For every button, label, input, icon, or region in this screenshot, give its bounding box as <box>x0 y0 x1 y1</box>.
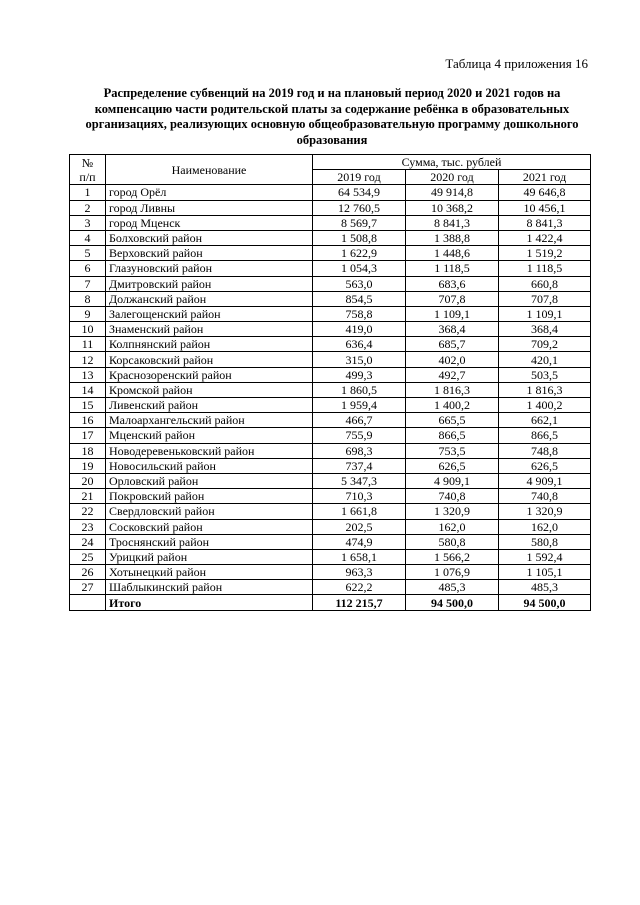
row-value-2021: 1 109,1 <box>499 306 591 321</box>
table-row <box>70 580 591 595</box>
table-body <box>70 185 591 610</box>
row-number: 7 <box>70 276 106 291</box>
table-row <box>70 276 591 291</box>
row-value-2021: 485,3 <box>499 580 591 595</box>
table-row <box>70 534 591 549</box>
row-value-2020: 162,0 <box>406 519 499 534</box>
table-row <box>70 246 591 261</box>
row-value-2021: 1 400,2 <box>499 398 591 413</box>
row-value-2020: 626,5 <box>406 458 499 473</box>
row-value-2020: 492,7 <box>406 367 499 382</box>
row-value-2021: 866,5 <box>499 428 591 443</box>
table-row <box>70 230 591 245</box>
row-value-2020: 1 320,9 <box>406 504 499 519</box>
row-value-2021: 748,8 <box>499 443 591 458</box>
row-value-2020: 485,3 <box>406 580 499 595</box>
row-name: Болховский район <box>106 230 313 245</box>
row-value-2019: 5 347,3 <box>313 473 406 488</box>
col-num-line1: № <box>81 155 94 170</box>
row-value-2021: 10 456,1 <box>499 200 591 215</box>
row-value-2019: 419,0 <box>313 322 406 337</box>
subsidy-table <box>69 154 591 611</box>
table-row <box>70 306 591 321</box>
row-number: 16 <box>70 413 106 428</box>
row-value-2019: 758,8 <box>313 306 406 321</box>
table-row <box>70 428 591 443</box>
row-value-2020: 1 400,2 <box>406 398 499 413</box>
row-value-2020: 1 388,8 <box>406 230 499 245</box>
row-value-2019: 1 959,4 <box>313 398 406 413</box>
row-number: 6 <box>70 261 106 276</box>
row-value-2019: 1 658,1 <box>313 549 406 564</box>
row-number: 4 <box>70 230 106 245</box>
row-value-2021: 1 320,9 <box>499 504 591 519</box>
col-sum-header: Сумма, тыс. рублей <box>313 155 591 170</box>
row-name: Колпнянский район <box>106 337 313 352</box>
row-name: Корсаковский район <box>106 352 313 367</box>
row-name: Сосковский район <box>106 519 313 534</box>
row-value-2019: 1 508,8 <box>313 230 406 245</box>
table-row <box>70 215 591 230</box>
row-number: 18 <box>70 443 106 458</box>
row-number: 1 <box>70 185 106 200</box>
row-value-2019: 710,3 <box>313 489 406 504</box>
row-name: Залегощенский район <box>106 306 313 321</box>
row-value-2020: 4 909,1 <box>406 473 499 488</box>
row-number: 26 <box>70 565 106 580</box>
table-row <box>70 367 591 382</box>
table-row <box>70 352 591 367</box>
row-value-2020: 10 368,2 <box>406 200 499 215</box>
row-value-2020: 683,6 <box>406 276 499 291</box>
row-value-2019: 202,5 <box>313 519 406 534</box>
table-row <box>70 458 591 473</box>
row-value-2019: 1 622,9 <box>313 246 406 261</box>
row-value-2021: 662,1 <box>499 413 591 428</box>
row-value-2021: 8 841,3 <box>499 215 591 230</box>
row-value-2021: 162,0 <box>499 519 591 534</box>
row-value-2021: 1 816,3 <box>499 382 591 397</box>
table-row <box>70 473 591 488</box>
row-name: Краснозоренский район <box>106 367 313 382</box>
row-value-2020: 1 109,1 <box>406 306 499 321</box>
row-name: Новодеревеньковский район <box>106 443 313 458</box>
row-number: 9 <box>70 306 106 321</box>
row-value-2019: 474,9 <box>313 534 406 549</box>
row-number: 23 <box>70 519 106 534</box>
row-value-2019: 466,7 <box>313 413 406 428</box>
row-name: Урицкий район <box>106 549 313 564</box>
table-row <box>70 565 591 580</box>
row-name: Малоархангельский район <box>106 413 313 428</box>
table-row <box>70 337 591 352</box>
row-name: город Мценск <box>106 215 313 230</box>
row-value-2021: 368,4 <box>499 322 591 337</box>
row-value-2019: 737,4 <box>313 458 406 473</box>
row-number: 25 <box>70 549 106 564</box>
row-value-2020: 1 816,3 <box>406 382 499 397</box>
table-row <box>70 291 591 306</box>
row-value-2021: 420,1 <box>499 352 591 367</box>
row-value-2020: 753,5 <box>406 443 499 458</box>
row-value-2020: 866,5 <box>406 428 499 443</box>
row-number: 3 <box>70 215 106 230</box>
row-value-2020: 368,4 <box>406 322 499 337</box>
total-number <box>70 595 106 610</box>
col-year-2019: 2019 год <box>313 170 406 185</box>
row-value-2019: 636,4 <box>313 337 406 352</box>
row-name: город Ливны <box>106 200 313 215</box>
row-number: 22 <box>70 504 106 519</box>
row-number: 12 <box>70 352 106 367</box>
row-value-2020: 1 076,9 <box>406 565 499 580</box>
table-row <box>70 413 591 428</box>
row-value-2019: 1 054,3 <box>313 261 406 276</box>
row-value-2020: 402,0 <box>406 352 499 367</box>
row-name: Свердловский район <box>106 504 313 519</box>
row-value-2021: 626,5 <box>499 458 591 473</box>
row-value-2020: 665,5 <box>406 413 499 428</box>
row-value-2021: 1 118,5 <box>499 261 591 276</box>
row-value-2021: 1 105,1 <box>499 565 591 580</box>
row-value-2019: 755,9 <box>313 428 406 443</box>
table-row <box>70 322 591 337</box>
row-number: 24 <box>70 534 106 549</box>
row-number: 13 <box>70 367 106 382</box>
total-row <box>70 595 591 610</box>
row-number: 10 <box>70 322 106 337</box>
col-name-header: Наименование <box>106 155 313 185</box>
row-number: 17 <box>70 428 106 443</box>
table-row <box>70 549 591 564</box>
row-value-2019: 854,5 <box>313 291 406 306</box>
row-value-2021: 49 646,8 <box>499 185 591 200</box>
total-value-2019: 112 215,7 <box>313 595 406 610</box>
row-value-2019: 1 860,5 <box>313 382 406 397</box>
row-value-2019: 64 534,9 <box>313 185 406 200</box>
row-name: Ливенский район <box>106 398 313 413</box>
row-number: 21 <box>70 489 106 504</box>
row-name: Шаблыкинский район <box>106 580 313 595</box>
total-value-2020: 94 500,0 <box>406 595 499 610</box>
row-name: Должанский район <box>106 291 313 306</box>
row-number: 2 <box>70 200 106 215</box>
table-row <box>70 382 591 397</box>
table-row <box>70 489 591 504</box>
table-header <box>70 155 591 185</box>
col-num-line2: п/п <box>79 169 96 184</box>
row-value-2020: 1 118,5 <box>406 261 499 276</box>
col-year-2020: 2020 год <box>406 170 499 185</box>
row-number: 8 <box>70 291 106 306</box>
row-value-2020: 740,8 <box>406 489 499 504</box>
row-number: 20 <box>70 473 106 488</box>
row-value-2019: 963,3 <box>313 565 406 580</box>
row-value-2019: 1 661,8 <box>313 504 406 519</box>
row-value-2020: 1 448,6 <box>406 246 499 261</box>
row-value-2021: 660,8 <box>499 276 591 291</box>
row-name: Троснянский район <box>106 534 313 549</box>
row-number: 14 <box>70 382 106 397</box>
row-name: Покровский район <box>106 489 313 504</box>
row-value-2021: 580,8 <box>499 534 591 549</box>
row-name: Новосильский район <box>106 458 313 473</box>
table-row <box>70 504 591 519</box>
row-value-2021: 1 592,4 <box>499 549 591 564</box>
col-year-2021: 2021 год <box>499 170 591 185</box>
document-title: Распределение субвенций на 2019 год и на плановый период 2020 и 2021 годов на компенсацию части родительской платы за содержание ребёнка в образовательных организациях, реализующих основную общеобразовательную программу дошкольного образования <box>85 86 579 147</box>
table-row <box>70 398 591 413</box>
row-value-2020: 8 841,3 <box>406 215 499 230</box>
table-row <box>70 200 591 215</box>
row-value-2021: 709,2 <box>499 337 591 352</box>
row-number: 11 <box>70 337 106 352</box>
row-name: Дмитровский район <box>106 276 313 291</box>
row-name: Верховский район <box>106 246 313 261</box>
row-number: 15 <box>70 398 106 413</box>
row-name: Мценский район <box>106 428 313 443</box>
row-value-2021: 740,8 <box>499 489 591 504</box>
row-value-2020: 707,8 <box>406 291 499 306</box>
table-row <box>70 261 591 276</box>
row-value-2021: 707,8 <box>499 291 591 306</box>
row-name: Кромской район <box>106 382 313 397</box>
table-row <box>70 519 591 534</box>
col-num-header <box>70 155 106 185</box>
row-name: Орловский район <box>106 473 313 488</box>
table-row <box>70 185 591 200</box>
total-value-2021: 94 500,0 <box>499 595 591 610</box>
row-value-2019: 12 760,5 <box>313 200 406 215</box>
appendix-label: Таблица 4 приложения 16 <box>445 56 588 71</box>
row-value-2019: 622,2 <box>313 580 406 595</box>
row-value-2019: 8 569,7 <box>313 215 406 230</box>
row-value-2021: 503,5 <box>499 367 591 382</box>
row-name: Глазуновский район <box>106 261 313 276</box>
row-name: Хотынецкий район <box>106 565 313 580</box>
row-number: 19 <box>70 458 106 473</box>
row-value-2019: 563,0 <box>313 276 406 291</box>
row-name: Знаменский район <box>106 322 313 337</box>
row-number: 27 <box>70 580 106 595</box>
row-value-2020: 580,8 <box>406 534 499 549</box>
total-label: Итого <box>106 595 313 610</box>
row-value-2021: 1 519,2 <box>499 246 591 261</box>
row-value-2021: 1 422,4 <box>499 230 591 245</box>
row-value-2019: 499,3 <box>313 367 406 382</box>
table-row <box>70 443 591 458</box>
row-value-2019: 315,0 <box>313 352 406 367</box>
row-value-2020: 685,7 <box>406 337 499 352</box>
row-value-2021: 4 909,1 <box>499 473 591 488</box>
row-value-2020: 1 566,2 <box>406 549 499 564</box>
row-value-2019: 698,3 <box>313 443 406 458</box>
row-value-2020: 49 914,8 <box>406 185 499 200</box>
row-number: 5 <box>70 246 106 261</box>
row-name: город Орёл <box>106 185 313 200</box>
